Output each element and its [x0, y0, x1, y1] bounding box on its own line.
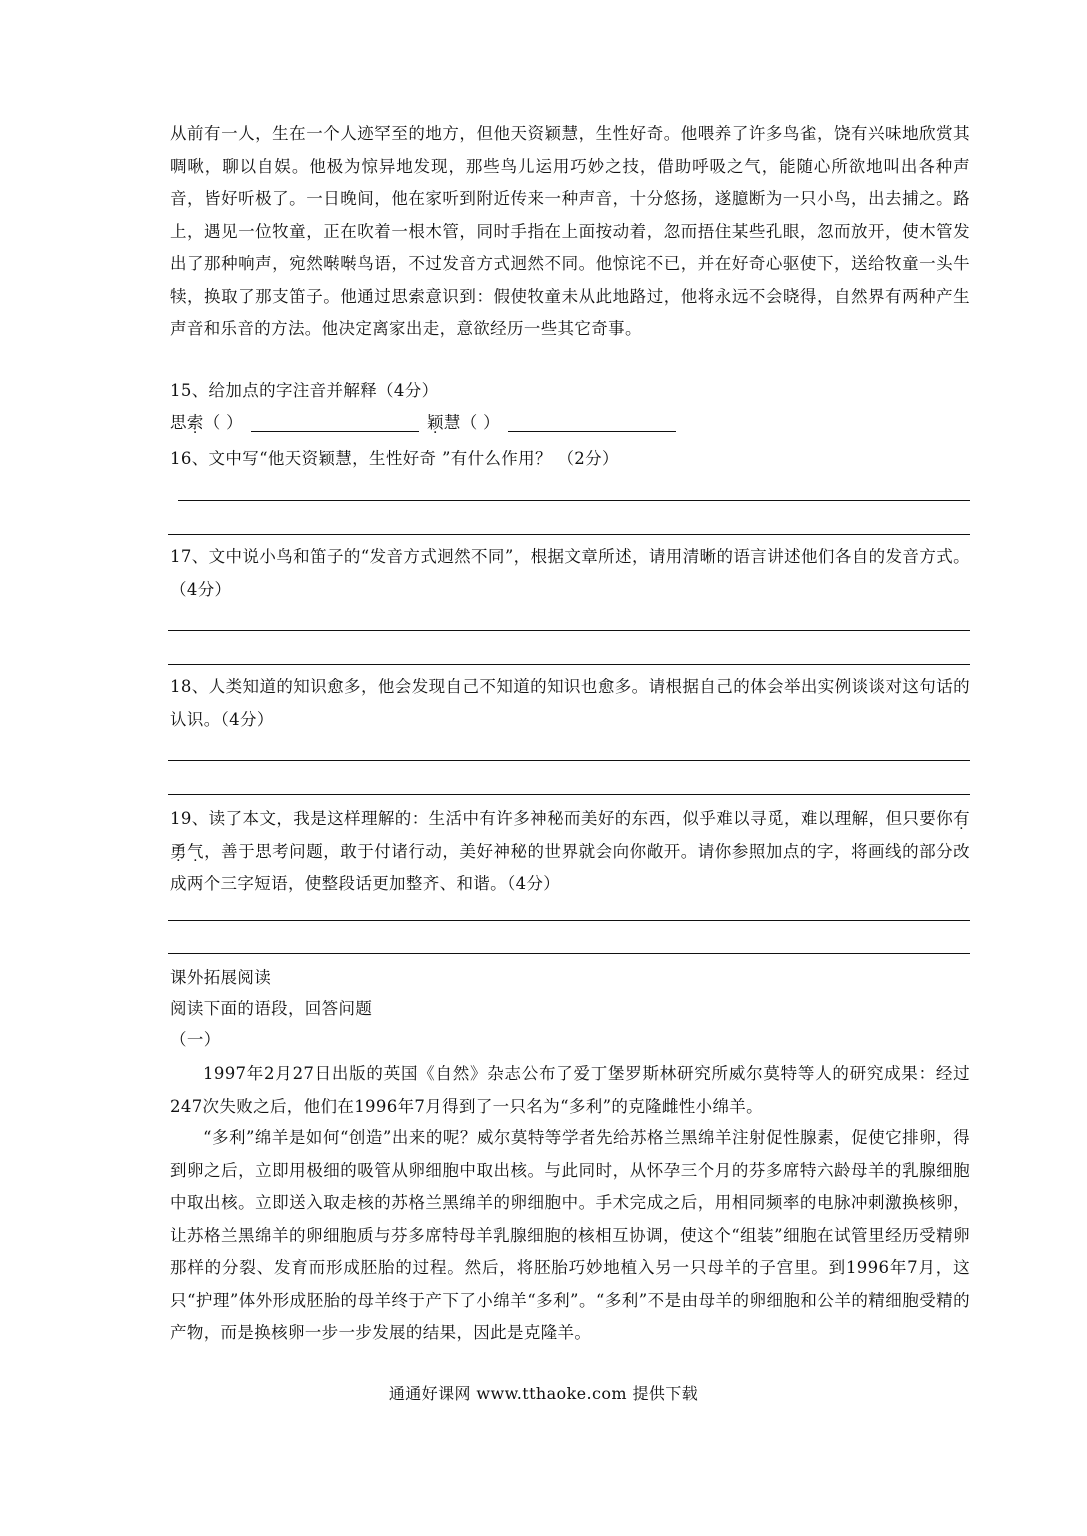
- q15-answer-blank-2[interactable]: [508, 413, 676, 432]
- q19-dotted-char-2: 勇: [170, 841, 188, 861]
- q15-word2-suffix: 慧: [443, 413, 461, 432]
- question-15: 15、给加点的字注音并解释（4分）: [170, 381, 439, 400]
- q16-answer-line-1[interactable]: [178, 500, 970, 501]
- q19-answer-line-2[interactable]: [168, 953, 970, 954]
- q15-answer-blank-1[interactable]: [251, 413, 419, 432]
- q15-paren-1: （ ）: [203, 413, 244, 432]
- page-footer: 通通好课网 www.tthaoke.com 提供下载: [388, 1384, 699, 1403]
- q15-dotted-char-2: 颖: [427, 413, 444, 432]
- extension-paragraph-2: “多利”绵羊是如何“创造”出来的呢？威尔莫特等学者先给苏格兰黑绵羊注射促性腺素，促使它排卵，得到卵之后，立即用极细的吸管从卵细胞中取出核。与此同时，从怀孕三个月的芬多席特六龄母羊的乳腺细胞中取出核。立即送入取走核的苏格兰黑绵羊的卵细胞中。手术完成之后，用相同频率的电脉冲刺激换核卵，让苏格兰黑绵羊的卵细胞质与芬多席特母羊乳腺细胞的核相互协调，使这个“组装”细胞在试管里经历受精卵那样的分裂、发育而形成胚胎的过程。然后，将胚胎巧妙地植入另一只母羊的子宫里。到1996年7月，这只“护理”体外形成胚胎的母羊终于产下了小绵羊“多利”。“多利”不是由母羊的卵细胞和公羊的精细胞受精的产物，而是换核卵一步一步发展的结果，因此是克隆羊。: [170, 1128, 970, 1342]
- question-15-answer-row: [170, 407, 970, 440]
- q19-text-after: ，善于思考问题，敢于付诸行动，美好神秘的世界就会向你敞开。请你参照加点的字，将画线的部分改成两个三字短语，使整段话更加整齐、和谐。（4分）: [170, 841, 970, 893]
- q15-paren-2: （ ）: [460, 413, 501, 432]
- q19-answer-line-1[interactable]: [168, 920, 970, 921]
- question-19: [170, 803, 970, 901]
- section-number: （一）: [170, 1030, 221, 1049]
- q15-dotted-char-1: 索: [186, 413, 204, 432]
- q15-word1-prefix: 思: [170, 413, 187, 432]
- q17-answer-line-2[interactable]: [168, 664, 970, 665]
- question-18: 18、人类知道的知识愈多，他会发现自己不知道的知识也愈多。请根据自己的体会举出实例谈谈对这句话的认识。（4分）: [170, 677, 970, 729]
- q18-answer-line-1[interactable]: [168, 760, 970, 761]
- question-17: 17、文中说小鸟和笛子的“发音方式迥然不同”，根据文章所述，请用清晰的语言讲述他们各自的发音方式。（4分）: [170, 547, 970, 599]
- question-16: 16、文中写“他天资颖慧，生性好奇 ”有什么作用？ （2分）: [170, 449, 619, 468]
- extension-paragraph-1: 1997年2月27日出版的英国《自然》杂志公布了爱丁堡罗斯林研究所威尔莫特等人的研究成果：经过247次失败之后，他们在1996年7月得到了一只名为“多利”的克隆雌性小绵羊。: [170, 1064, 970, 1116]
- q19-dotted-char-1: 有: [953, 809, 970, 828]
- q18-answer-line-2[interactable]: [168, 794, 970, 795]
- q17-answer-line-1[interactable]: [168, 630, 970, 631]
- q16-answer-line-2[interactable]: [168, 534, 970, 535]
- q19-dotted-char-3: 气: [187, 841, 205, 861]
- reading-passage: 从前有一人，生在一个人迹罕至的地方，但他天资颖慧，生性好奇。他喂养了许多鸟雀，饶有兴味地欣赏其啁啾，聊以自娱。他极为惊异地发现，那些鸟儿运用巧妙之技，借助呼吸之气，能随心所欲地叫出各种声音，皆好听极了。一日晚间，他在家听到附近传来一种声音，十分悠扬，遂臆断为一只小鸟，出去捕之。路上，遇见一位牧童，正在吹着一根木管，同时手指在上面按动着，忽而捂住某些孔眼，忽而放开，使木管发出了那种响声，宛然啭啭鸟语，不过发音方式迥然不同。他惊诧不已，并在好奇心驱使下，送给牧童一头牛犊，换取了那支笛子。他通过思索意识到：假使牧童未从此地路过，他将永远不会晓得，自然界有两种产生声音和乐音的方法。他决定离家出走，意欲经历一些其它奇事。: [170, 124, 970, 338]
- q19-text-before: 19、读了本文，我是这样理解的：生活中有许多神秘而美好的东西，似乎难以寻觅，难以理解，但只要你: [170, 809, 954, 828]
- extension-reading-title: 课外拓展阅读: [170, 968, 272, 987]
- extension-reading-instruction: 阅读下面的语段，回答问题: [170, 999, 373, 1018]
